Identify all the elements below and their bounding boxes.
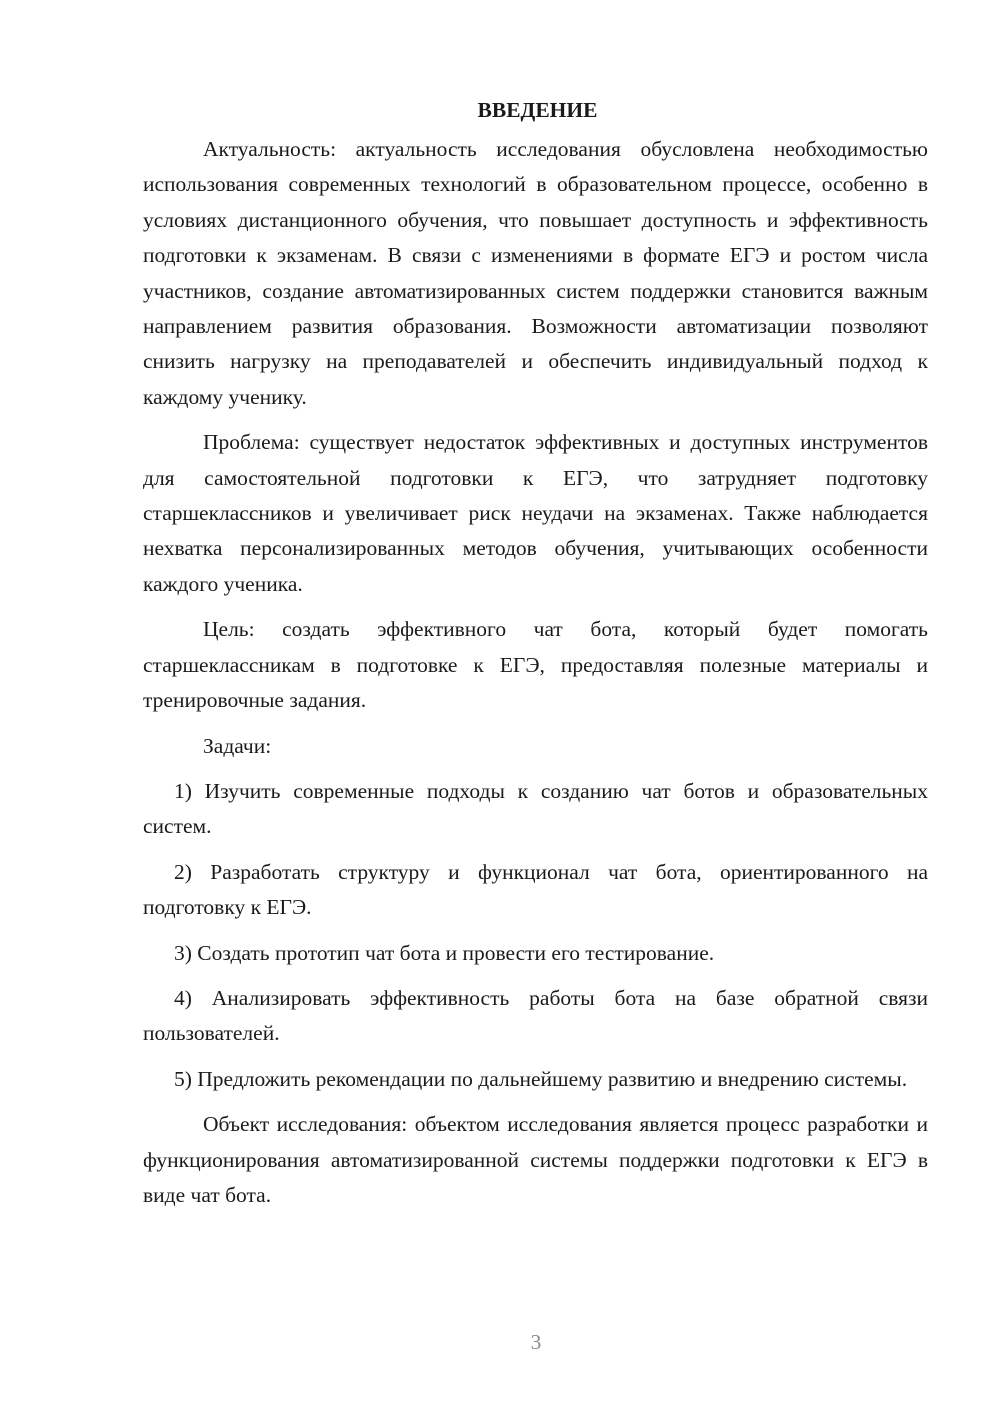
paragraph-relevance: Актуальность: актуальность исследования обусловлена необходимостью использования современных технологий в образовательном процессе, особенно в условиях дистанционного обучения, что повышает доступность и эффективность подготовки к экзаменам. В связи с изменениями в формате ЕГЭ и ростом числа участников, создание автоматизированных систем поддержки становится важным направлением развития образования. Возможности автоматизации позволяют снизить нагрузку на преподавателей и обеспечить индивидуальный подход к каждому ученику. bbox=[143, 137, 928, 409]
page-number: 3 bbox=[530, 1330, 542, 1354]
page-content bbox=[143, 93, 928, 1223]
task-item-1: 1) Изучить современные подходы к созданию чат ботов и образовательных систем. bbox=[143, 778, 928, 839]
task-item-4: 4) Анализировать эффективность работы бота на базе обратной связи пользователей. bbox=[143, 985, 928, 1046]
paragraph-goal: Цель: создать эффективного чат бота, который будет помогать старшеклассникам в подготовке к ЕГЭ, предоставляя полезные материалы и тренировочные задания. bbox=[143, 617, 928, 713]
section-title: ВВЕДЕНИЕ bbox=[477, 98, 598, 122]
tasks-label: Задачи: bbox=[203, 733, 272, 758]
task-item-5: 5) Предложить рекомендации по дальнейшему развитию и внедрению системы. bbox=[174, 1066, 908, 1091]
paragraph-problem: Проблема: существует недостаток эффективных и доступных инструментов для самостоятельной подготовки к ЕГЭ, что затрудняет подготовку старшеклассников и увеличивает риск неудачи на экзаменах. Также наблюдается нехватка персонализированных методов обучения, учитывающих особенности каждого ученика. bbox=[143, 430, 928, 596]
task-item-2: 2) Разработать структуру и функционал чат бота, ориентированного на подготовку к ЕГЭ. bbox=[143, 859, 928, 920]
paragraph-object: Объект исследования: объектом исследования является процесс разработки и функционирования автоматизированной системы поддержки подготовки к ЕГЭ в виде чат бота. bbox=[143, 1112, 928, 1207]
task-item-3: 3) Создать прототип чат бота и провести его тестирование. bbox=[174, 940, 715, 965]
